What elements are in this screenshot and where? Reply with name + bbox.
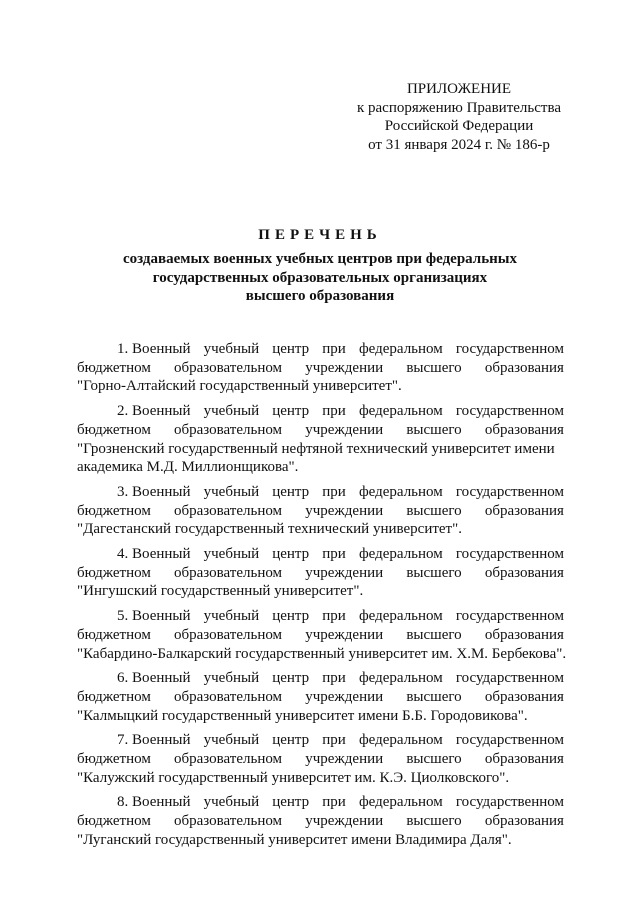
item-word: бюджетном (77, 421, 151, 438)
item-line (77, 626, 564, 645)
item-word: высшего (406, 626, 462, 643)
item-number: 6. (117, 670, 129, 687)
item-word: при (322, 670, 346, 687)
item-word: при (322, 483, 346, 500)
item-word: образования (484, 421, 564, 438)
item-word: при (322, 341, 346, 357)
item-number: 3. (117, 483, 129, 500)
item-word: государственном (455, 483, 564, 500)
item-number-and-word (117, 607, 191, 626)
item-number: 5. (117, 608, 129, 625)
item-word: государственном (455, 794, 564, 811)
university-name: "Луганский государственный университет имени Владимира Даля". (77, 831, 512, 848)
item-word: учреждении (305, 688, 384, 705)
item-line (77, 340, 564, 359)
item-word: бюджетном (77, 751, 151, 768)
item-word: при (322, 546, 346, 563)
item-word: образовательном (174, 688, 283, 705)
item-number: 1. (117, 341, 129, 357)
item-word: образования (484, 688, 564, 705)
subheading-line: высшего образования (245, 288, 395, 304)
item-word: федеральном (358, 670, 443, 687)
item-word: государственном (455, 670, 564, 687)
university-name: "Горно-Алтайский государственный университет". (77, 378, 402, 395)
item-word: центр (272, 670, 310, 687)
item-line (77, 502, 564, 521)
item-word: федеральном (358, 403, 443, 420)
item-line (77, 812, 564, 831)
item-word: образования (484, 502, 564, 519)
item-word: учебный (203, 483, 260, 500)
list-item (77, 793, 564, 849)
university-name: "Калмыцкий государственный университет имени Б.Б. Городовикова". (77, 707, 528, 724)
item-word: центр (272, 732, 310, 749)
item-word: образования (484, 626, 564, 643)
item-word: образовательном (174, 502, 283, 519)
item-word: учреждении (305, 359, 384, 376)
item-word: федеральном (358, 608, 443, 625)
item-word: высшего (406, 813, 462, 830)
appendix-government: Российской Федерации (384, 118, 534, 134)
item-word: образования (484, 751, 564, 768)
item-word: учебный (203, 732, 260, 749)
item-word: бюджетном (77, 502, 151, 519)
item-word: образовательном (174, 751, 283, 768)
item-word: высшего (406, 421, 462, 438)
university-name: "Кабардино-Балкарский государственный университет им. Х.М. Бербекова". (77, 645, 567, 662)
university-name: академика М.Д. Миллионщикова". (77, 459, 299, 476)
item-word: образовательном (174, 421, 283, 438)
item-word: бюджетном (77, 626, 151, 643)
item-word: высшего (406, 688, 462, 705)
item-word: федеральном (358, 732, 443, 749)
item-word: учреждении (305, 813, 384, 830)
list-item (77, 402, 564, 477)
item-word: бюджетном (77, 564, 151, 581)
item-word: учреждении (305, 502, 384, 519)
item-line (77, 402, 564, 421)
item-word: центр (272, 608, 310, 625)
item-word: государственном (455, 341, 564, 357)
item-word: Военный (128, 483, 191, 500)
item-line (77, 607, 564, 626)
item-word: центр (272, 341, 310, 357)
item-number: 4. (117, 546, 129, 563)
list-item (77, 607, 567, 663)
item-number-and-word (117, 483, 191, 502)
item-word: образования (484, 564, 564, 581)
item-word: учебный (203, 608, 260, 625)
item-word: образовательном (174, 813, 283, 830)
item-word: государственном (455, 732, 564, 749)
item-word: при (322, 794, 346, 811)
university-name: "Ингушский государственный университет". (77, 583, 364, 600)
document-subheading (0, 250, 640, 306)
university-name: "Дагестанский государственный технический университет". (77, 521, 462, 538)
item-line (77, 793, 564, 812)
item-word: бюджетном (77, 813, 151, 830)
item-word: учреждении (305, 751, 384, 768)
item-word: Военный (128, 341, 191, 357)
appendix-block (330, 80, 588, 154)
item-word: при (322, 608, 346, 625)
item-word: федеральном (358, 794, 443, 811)
numbered-list (77, 340, 567, 856)
item-word: учебный (203, 403, 260, 420)
list-item (77, 483, 564, 539)
item-number-and-word (117, 545, 191, 564)
item-word: Военный (128, 670, 191, 687)
item-line (77, 564, 564, 583)
appendix-ref: к распоряжению Правительства (356, 99, 561, 116)
subheading-line: создаваемых военных учебных центров при федеральных (122, 251, 517, 267)
item-word: центр (272, 403, 310, 420)
item-number-and-word (117, 340, 191, 359)
item-line (77, 750, 564, 769)
item-word: образовательном (174, 626, 283, 643)
item-line (77, 545, 564, 564)
item-word: образования (484, 359, 564, 376)
document-heading: ПЕРЕЧЕНЬ (258, 227, 382, 243)
list-item (77, 340, 564, 396)
item-word: при (322, 732, 346, 749)
item-word: центр (272, 546, 310, 563)
item-number: 7. (117, 732, 129, 749)
item-word: федеральном (358, 341, 443, 357)
item-word: Военный (128, 546, 191, 563)
item-word: учебный (203, 670, 260, 687)
item-word: Военный (128, 403, 191, 420)
list-item (77, 669, 564, 725)
item-line (77, 731, 564, 750)
item-word: государственном (455, 608, 564, 625)
item-number-and-word (117, 793, 191, 812)
item-word: учебный (203, 546, 260, 563)
item-line (77, 483, 564, 502)
item-number-and-word (117, 731, 191, 750)
item-word: учреждении (305, 626, 384, 643)
item-line (77, 669, 564, 688)
item-number: 2. (117, 403, 129, 420)
item-word: образования (484, 813, 564, 830)
university-name: "Калужский государственный университет им. К.Э. Циолковского". (77, 769, 510, 786)
university-name: "Грозненский государственный нефтяной технический университет имени (77, 440, 555, 457)
item-word: Военный (128, 608, 191, 625)
item-word: учреждении (305, 564, 384, 581)
item-word: Военный (128, 794, 191, 811)
item-word: государственном (455, 403, 564, 420)
item-word: учебный (203, 794, 260, 811)
item-word: федеральном (358, 483, 443, 500)
item-line (77, 421, 564, 440)
item-word: бюджетном (77, 359, 151, 376)
item-word: при (322, 403, 346, 420)
item-word: высшего (406, 359, 462, 376)
item-word: образовательном (174, 564, 283, 581)
item-line (77, 688, 564, 707)
item-word: учебный (203, 341, 260, 357)
item-word: государственном (455, 546, 564, 563)
item-word: центр (272, 483, 310, 500)
list-item (77, 731, 564, 787)
item-word: федеральном (358, 546, 443, 563)
item-word: высшего (406, 502, 462, 519)
item-number-and-word (117, 669, 191, 688)
item-number: 8. (117, 794, 129, 811)
list-item (77, 545, 564, 601)
item-word: высшего (406, 564, 462, 581)
item-word: бюджетном (77, 688, 151, 705)
appendix-date: от 31 января 2024 г. № 186-р (368, 136, 550, 153)
item-word: образовательном (174, 359, 283, 376)
item-word: Военный (128, 732, 191, 749)
subheading-line: государственных образовательных организациях (152, 269, 488, 286)
appendix-title: ПРИЛОЖЕНИЕ (406, 81, 512, 97)
item-number-and-word (117, 402, 191, 421)
item-word: высшего (406, 751, 462, 768)
item-word: учреждении (305, 421, 384, 438)
item-line (77, 359, 564, 378)
item-word: центр (272, 794, 310, 811)
